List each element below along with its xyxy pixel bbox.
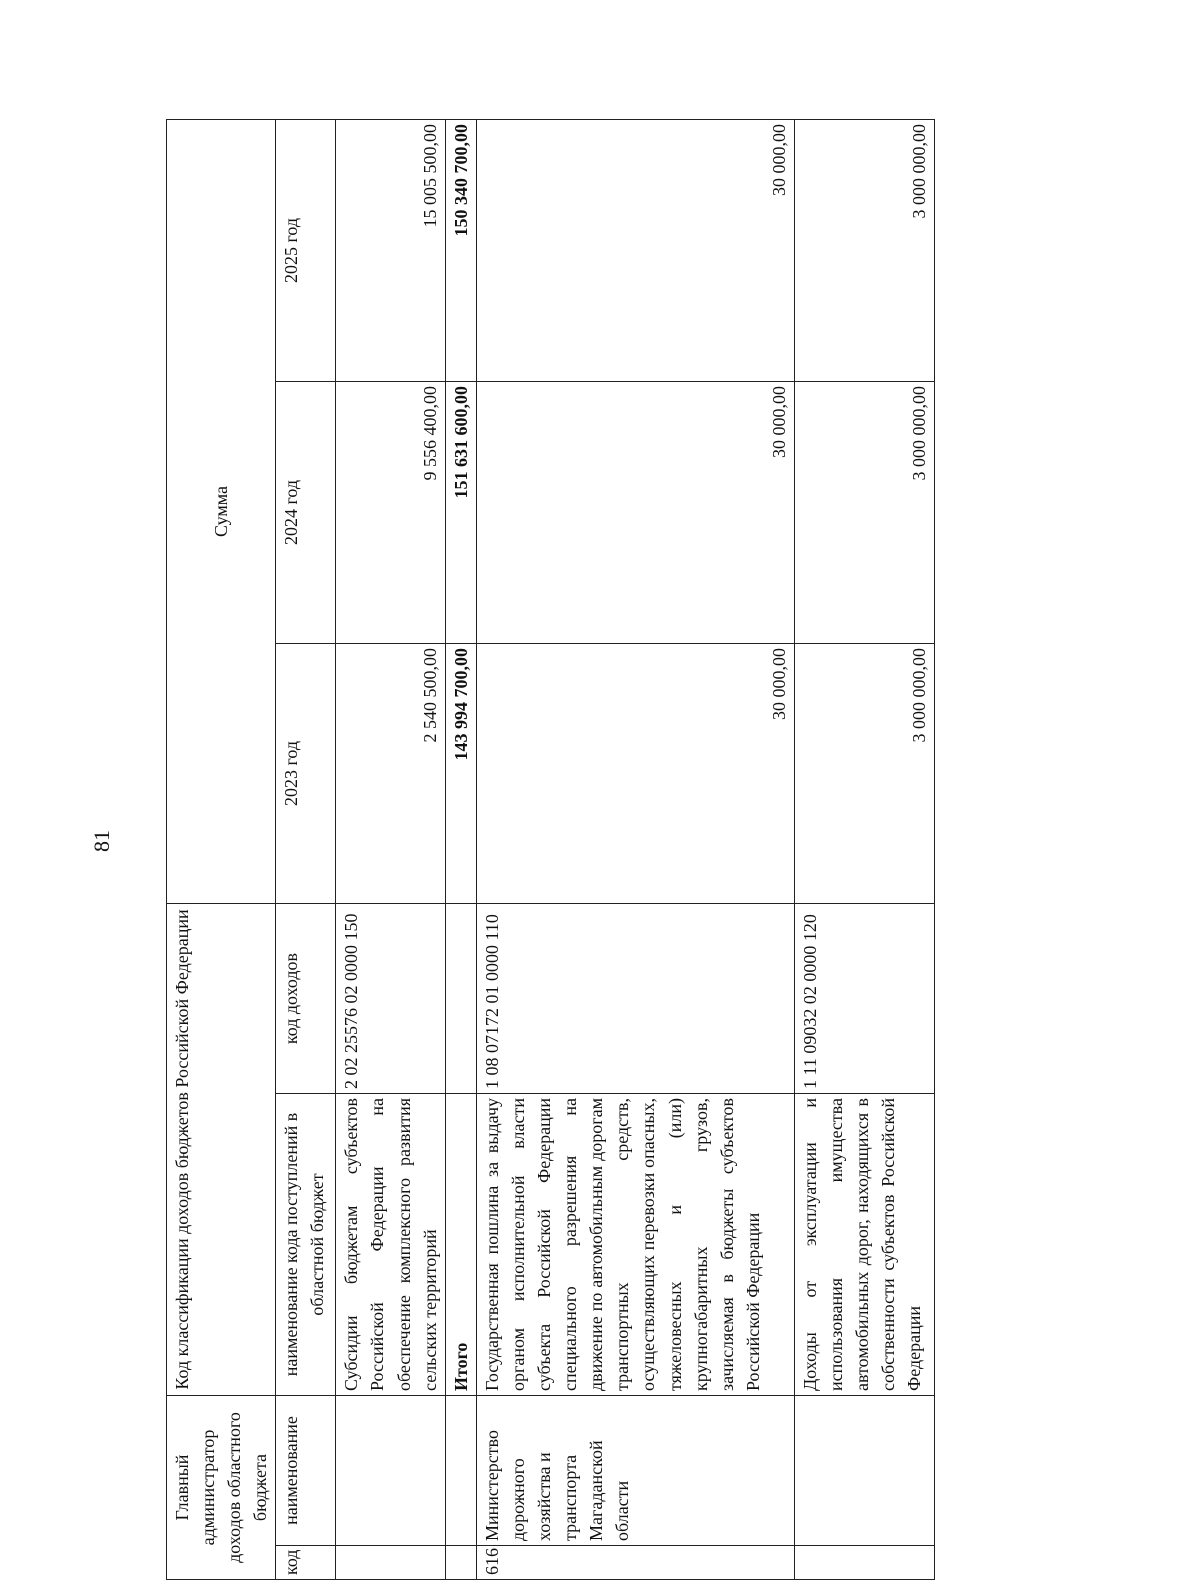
header-income-name: наименование кода поступлений в областной бюджет bbox=[276, 1094, 336, 1396]
amount-2024-cell: 9 556 400,00 bbox=[336, 382, 445, 644]
header-income-code: код доходов bbox=[276, 904, 336, 1094]
income-name-cell: Субсидии бюджетам субъектов Российской Федерации на обеспечение комплексного развития сельских территорий bbox=[336, 1094, 445, 1396]
header-year-2023: 2023 год bbox=[276, 644, 336, 904]
header-classification: Код классификации доходов бюджетов Российской Федерации bbox=[167, 904, 276, 1396]
amount-2025-cell: 30 000,00 bbox=[476, 119, 794, 381]
admin-name-cell bbox=[794, 1396, 934, 1546]
header-admin-code: код bbox=[276, 1546, 336, 1580]
header-sum: Сумма bbox=[167, 119, 276, 903]
total-2023-cell: 143 994 700,00 bbox=[445, 644, 476, 904]
total-2024-cell: 151 631 600,00 bbox=[445, 382, 476, 644]
income-name-cell: Государственная пошлина за выдачу органом исполнительной власти субъекта Российской Федерации специального разрешения на движение по автомобильным дорогам транспортных средств, осуществляющих перевозки опасных, тяжеловесных и (или) крупногабаритных грузов, зачисляемая в бюджеты субъектов Российской Федерации bbox=[476, 1094, 794, 1396]
amount-2023-cell: 30 000,00 bbox=[476, 644, 794, 904]
amount-2023-cell: 2 540 500,00 bbox=[336, 644, 445, 904]
header-admin: Главный администратор доходов областного бюджета bbox=[167, 1396, 276, 1580]
amount-2024-cell: 3 000 000,00 bbox=[794, 382, 934, 644]
admin-name-cell bbox=[445, 1396, 476, 1546]
amount-2025-cell: 15 005 500,00 bbox=[336, 119, 445, 381]
admin-code-cell bbox=[336, 1546, 445, 1580]
table-row-total bbox=[445, 119, 476, 1579]
header-year-2025: 2025 год bbox=[276, 119, 336, 381]
admin-code-cell bbox=[794, 1546, 934, 1580]
amount-2024-cell: 30 000,00 bbox=[476, 382, 794, 644]
table-row bbox=[336, 119, 445, 1579]
total-2025-cell: 150 340 700,00 bbox=[445, 119, 476, 381]
table-row bbox=[476, 119, 794, 1579]
admin-name-cell: Министерство дорожного хозяйства и транспорта Магаданской области bbox=[476, 1396, 794, 1546]
budget-table-container bbox=[166, 120, 929, 1580]
admin-code-cell: 616 bbox=[476, 1546, 794, 1580]
header-year-2024: 2024 год bbox=[276, 382, 336, 644]
income-code-cell: 1 11 09032 02 0000 120 bbox=[794, 904, 934, 1094]
income-code-cell bbox=[445, 904, 476, 1094]
admin-code-cell bbox=[445, 1546, 476, 1580]
amount-2025-cell: 3 000 000,00 bbox=[794, 119, 934, 381]
header-admin-name: наименование bbox=[276, 1396, 336, 1546]
income-code-cell: 1 08 07172 01 0000 110 bbox=[476, 904, 794, 1094]
amount-2023-cell: 3 000 000,00 bbox=[794, 644, 934, 904]
table-row bbox=[794, 119, 934, 1579]
total-label: Итого bbox=[445, 1094, 476, 1396]
budget-income-table bbox=[166, 119, 935, 1580]
income-code-cell: 2 02 25576 02 0000 150 bbox=[336, 904, 445, 1094]
page-number: 81 bbox=[89, 830, 114, 852]
income-name-cell: Доходы от эксплуатации и использования имущества автомобильных дорог, находящихся в собственности субъектов Российской Федерации bbox=[794, 1094, 934, 1396]
admin-name-cell bbox=[336, 1396, 445, 1546]
